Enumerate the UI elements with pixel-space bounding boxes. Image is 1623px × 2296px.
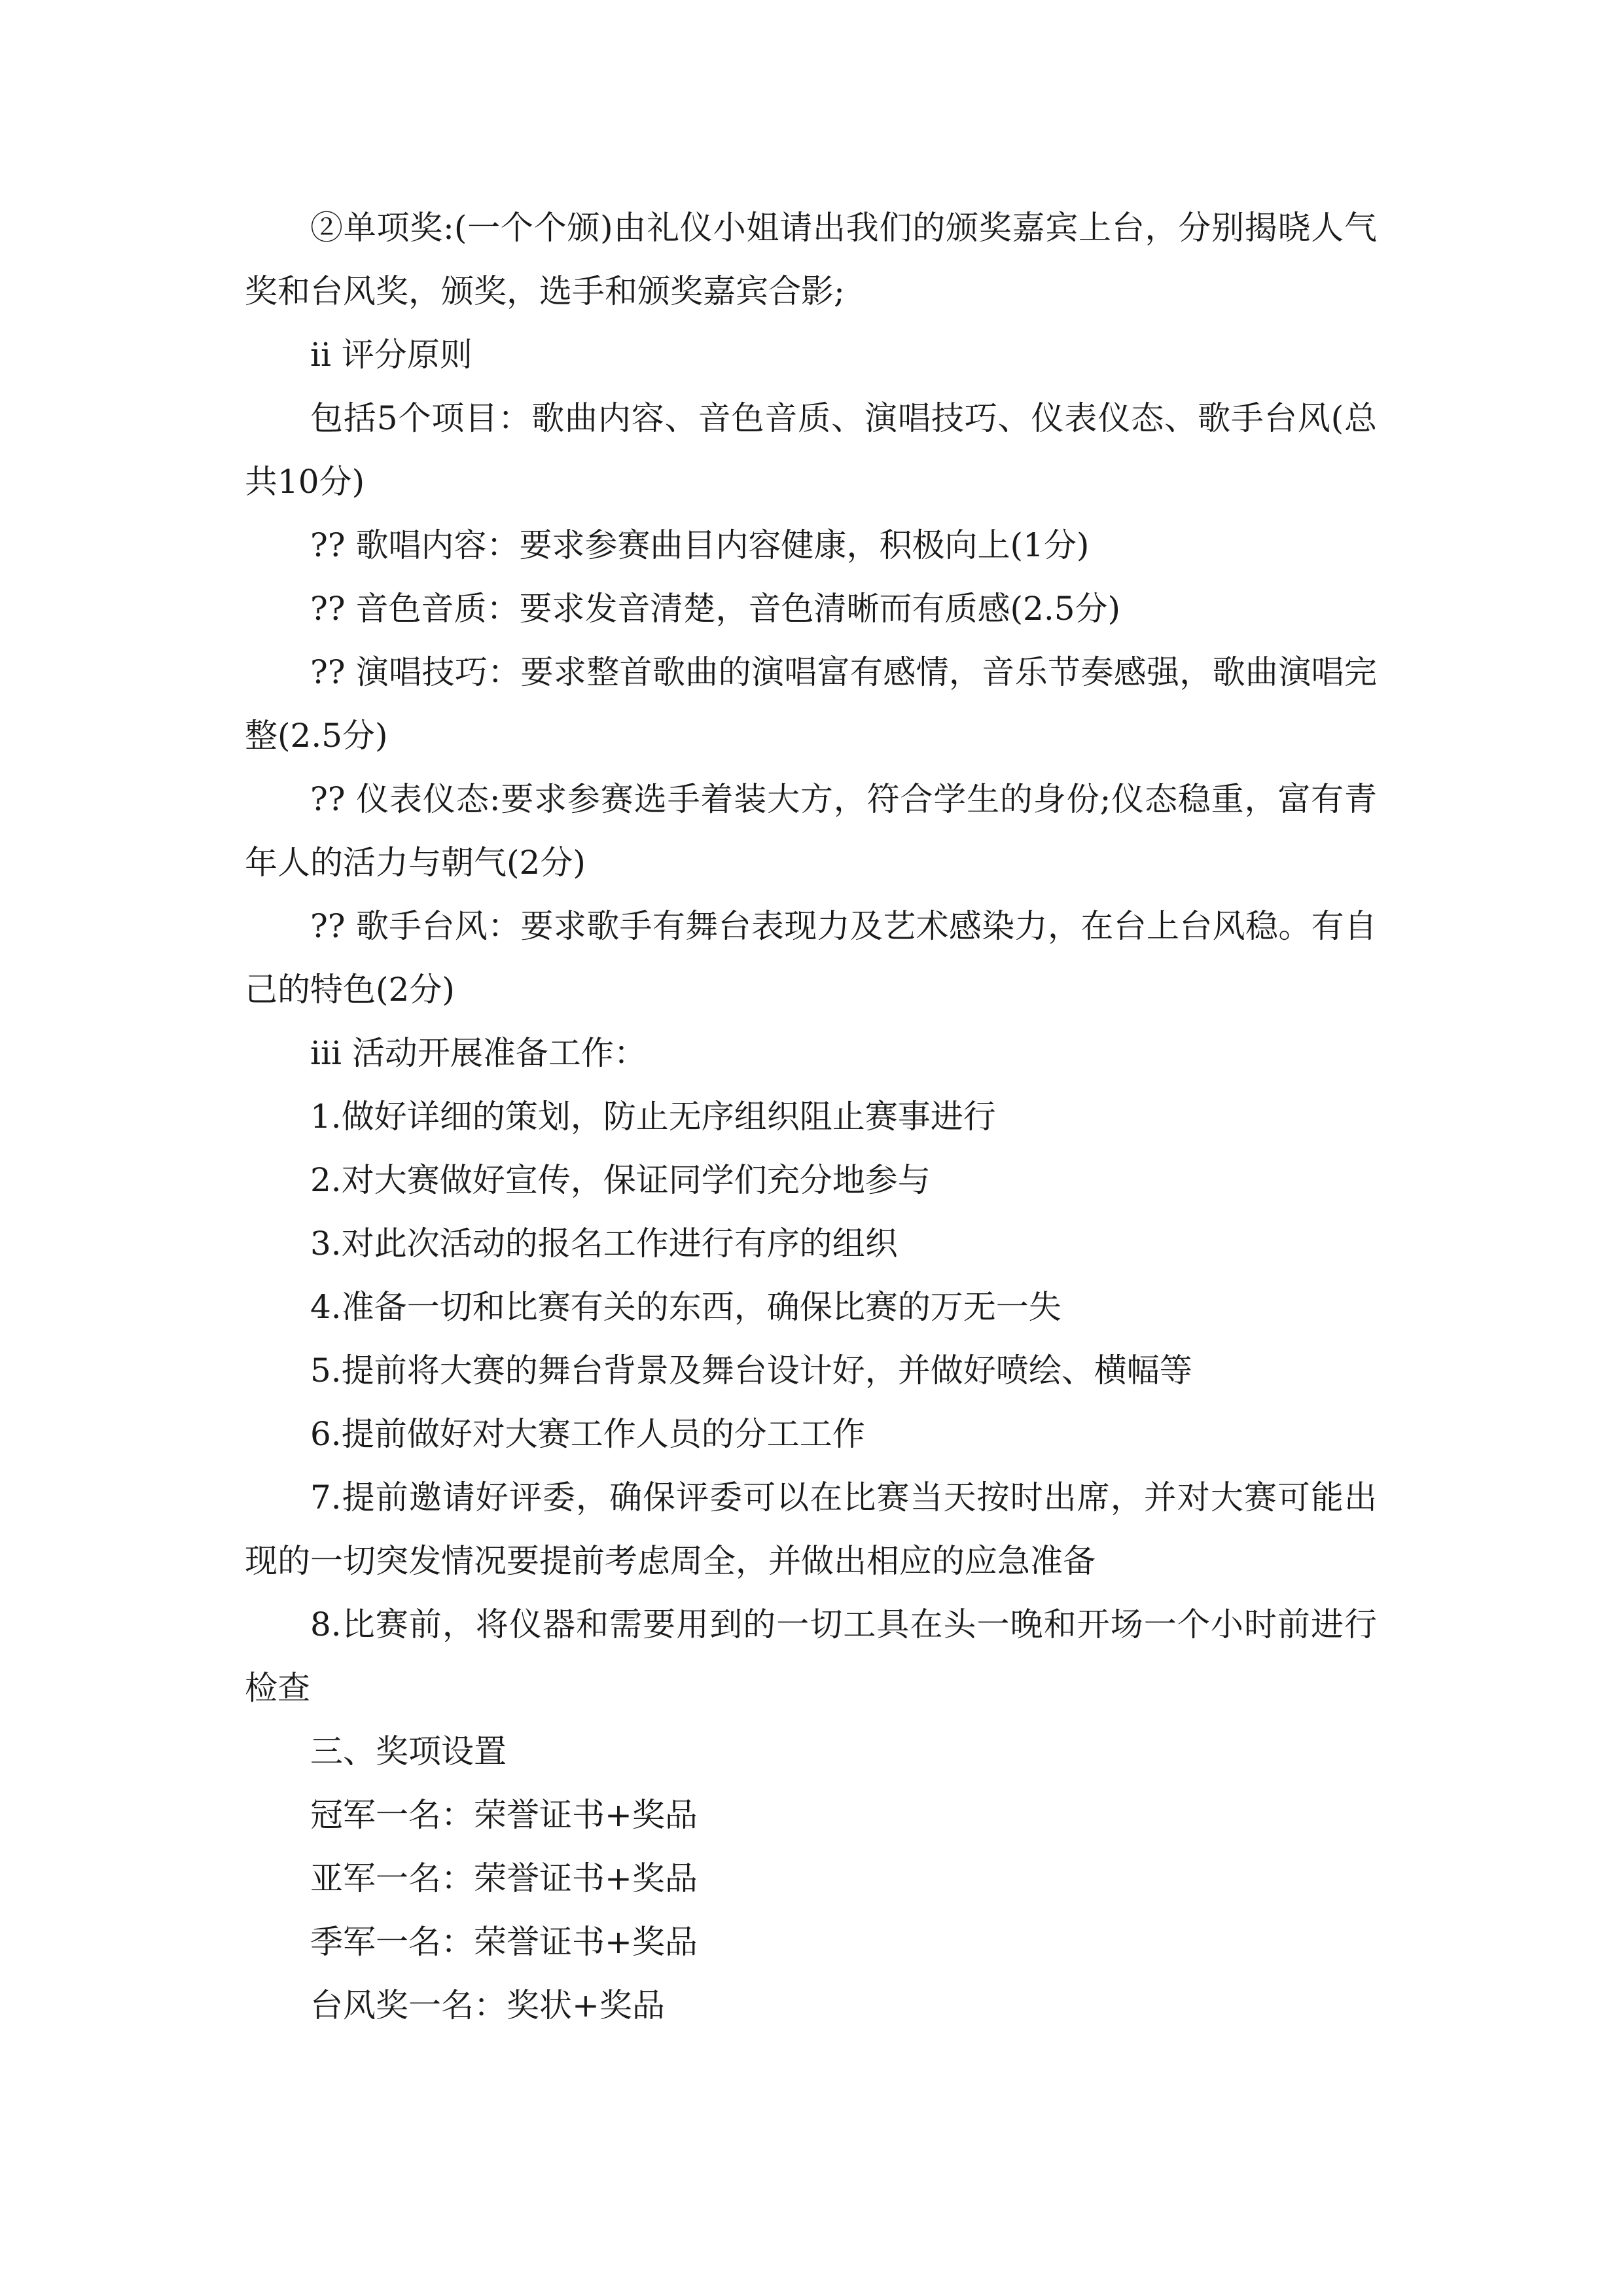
award-runner-up: 亚军一名：荣誉证书+奖品 bbox=[310, 1859, 698, 1897]
list-item-prep-3: 3.对此次活动的报名工作进行有序的组织 bbox=[310, 1225, 898, 1263]
award-champion: 冠军一名：荣誉证书+奖品 bbox=[310, 1796, 698, 1834]
list-item-prep-4: 4.准备一切和比赛有关的东西，确保比赛的万无一失 bbox=[310, 1288, 1061, 1326]
list-item-prep-2: 2.对大赛做好宣传，保证同学们充分地参与 bbox=[310, 1161, 931, 1199]
list-item-prep-5: 5.提前将大赛的舞台背景及舞台设计好，并做好喷绘、横幅等 bbox=[310, 1352, 1192, 1390]
heading-award-settings: 三、奖项设置 bbox=[310, 1732, 507, 1770]
list-item-prep-1: 1.做好详细的策划，防止无序组织阻止赛事进行 bbox=[310, 1098, 996, 1136]
award-stage-presence: 台风奖一名：奖状+奖品 bbox=[310, 1986, 665, 2024]
criterion-singing-technique: ?? 演唱技巧：要求整首歌曲的演唱富有感情，音乐节奏感强，歌曲演唱完整(2.5分) bbox=[245, 653, 1377, 755]
criterion-timbre-quality: ?? 音色音质：要求发音清楚，音色清晰而有质感(2.5分) bbox=[310, 590, 1121, 628]
award-third-place: 季军一名：荣誉证书+奖品 bbox=[310, 1923, 698, 1961]
list-item-prep-7: 7.提前邀请好评委，确保评委可以在比赛当天按时出席，并对大赛可能出现的一切突发情况要提前考虑周全，并做出相应的应急准备 bbox=[245, 1479, 1377, 1580]
heading-scoring-principles: ⅱ 评分原则 bbox=[310, 336, 473, 374]
document-body bbox=[245, 196, 1377, 2037]
paragraph-scoring-items: 包括5个项目：歌曲内容、音色音质、演唱技巧、仪表仪态、歌手台风(总共10分) bbox=[245, 399, 1377, 501]
heading-preparation-work: ⅲ 活动开展准备工作： bbox=[310, 1034, 647, 1072]
criterion-singing-content: ?? 歌唱内容：要求参赛曲目内容健康，积极向上(1分) bbox=[310, 526, 1090, 564]
list-item-prep-8: 8.比赛前，将仪器和需要用到的一切工具在头一晚和开场一个小时前进行检查 bbox=[245, 1605, 1377, 1707]
criterion-appearance: ?? 仪表仪态:要求参赛选手着装大方，符合学生的身份;仪态稳重，富有青年人的活力与朝气(2分) bbox=[245, 780, 1377, 882]
list-item-prep-6: 6.提前做好对大赛工作人员的分工工作 bbox=[310, 1415, 865, 1453]
criterion-stage-presence: ?? 歌手台风：要求歌手有舞台表现力及艺术感染力，在台上台风稳。有自己的特色(2分) bbox=[245, 907, 1377, 1009]
paragraph-single-award: ②单项奖:(一个个颁)由礼仪小姐请出我们的颁奖嘉宾上台，分别揭晓人气奖和台风奖，颁奖，选手和颁奖嘉宾合影; bbox=[245, 209, 1377, 310]
